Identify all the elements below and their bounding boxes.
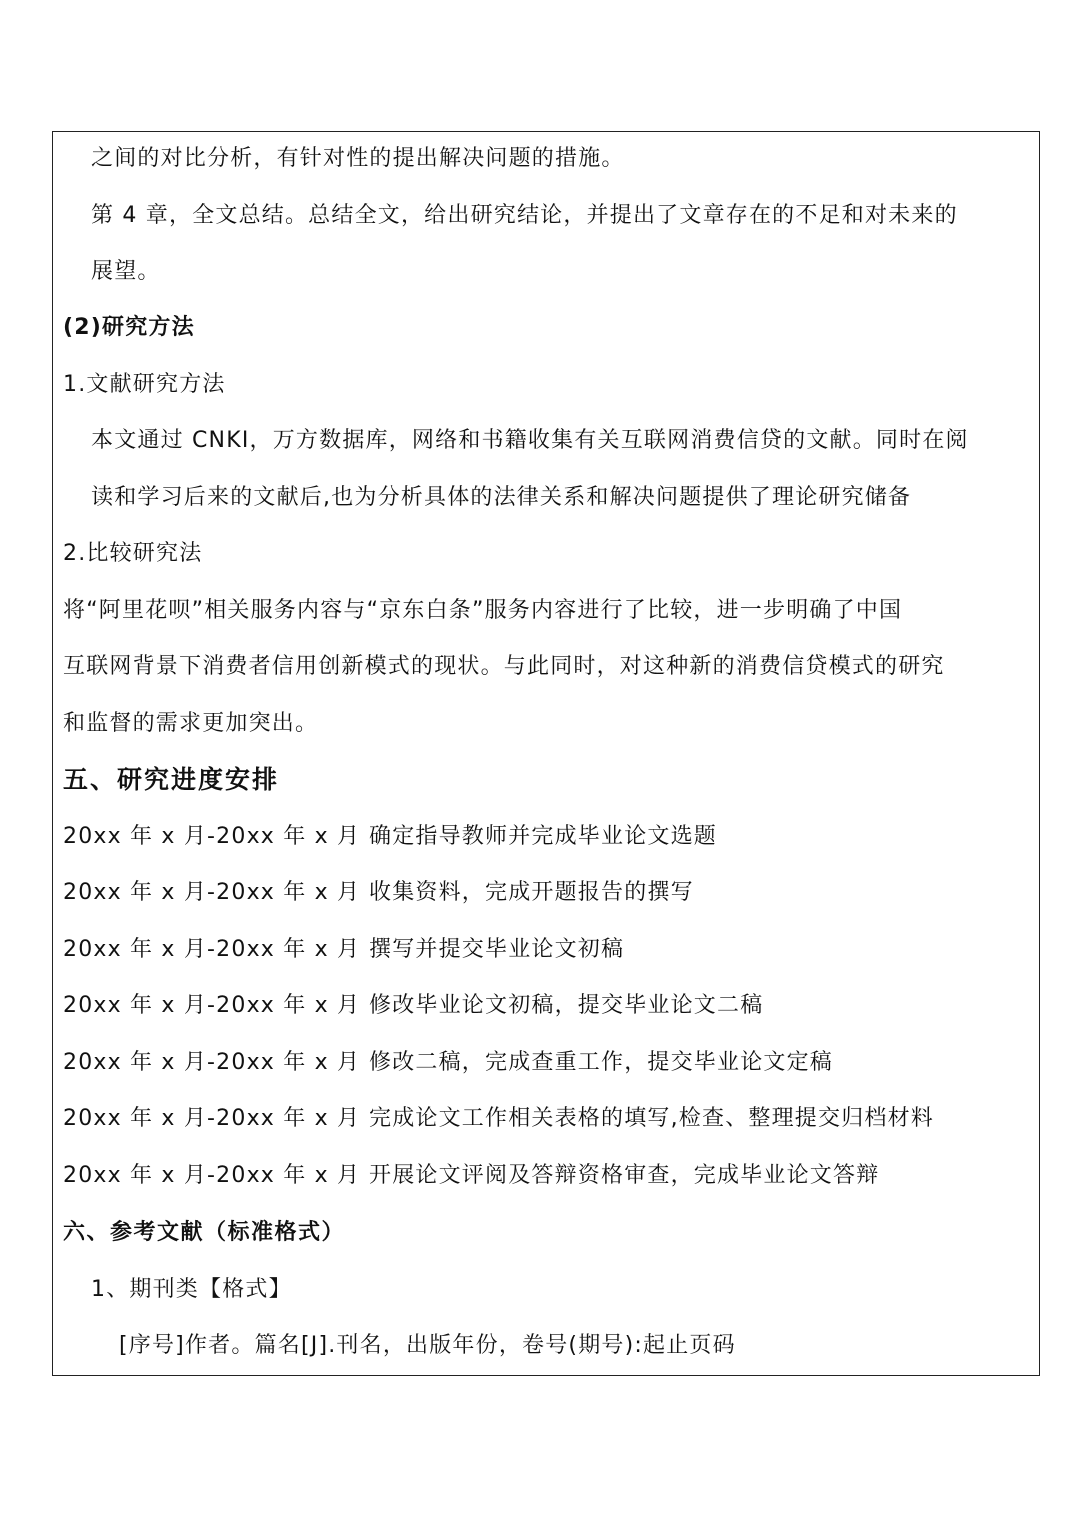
- schedule-row: [63, 878, 694, 908]
- reference-format: [序号]作者。篇名[J].刊名，出版年份，卷号(期号):起止页码: [119, 1333, 736, 1358]
- paragraph-line: 第 4 章，全文总结。总结全文，给出研究结论，并提出了文章存在的不足和对未来的: [91, 203, 958, 228]
- schedule-task: 撰写并提交毕业论文初稿: [369, 937, 625, 962]
- paragraph-line: 本文通过 CNKI，万方数据库，网络和书籍收集有关互联网消费信贷的文献。同时在阅: [91, 428, 969, 453]
- method-title: 1.文献研究方法: [63, 372, 226, 397]
- methods-heading: (2)研究方法: [63, 315, 195, 340]
- schedule-date: 20xx 年 x 月-20xx 年 x 月: [63, 993, 361, 1018]
- schedule-heading: 五、研究进度安排: [63, 765, 280, 794]
- schedule-task: 开展论文评阅及答辩资格审查，完成毕业论文答辩: [369, 1163, 880, 1188]
- schedule-date: 20xx 年 x 月-20xx 年 x 月: [63, 880, 361, 905]
- schedule-task: 完成论文工作相关表格的填写,检查、整理提交归档材料: [369, 1106, 934, 1131]
- schedule-date: 20xx 年 x 月-20xx 年 x 月: [63, 1106, 361, 1131]
- schedule-row: [63, 822, 717, 852]
- method-title: 2.比较研究法: [63, 541, 203, 566]
- paragraph-line: 和监督的需求更加突出。: [63, 711, 319, 736]
- schedule-date: 20xx 年 x 月-20xx 年 x 月: [63, 1163, 361, 1188]
- paragraph-line: 之间的对比分析，有针对性的提出解决问题的措施。: [91, 146, 625, 171]
- schedule-row: [63, 991, 763, 1021]
- schedule-date: 20xx 年 x 月-20xx 年 x 月: [63, 824, 361, 849]
- references-heading: 六、参考文献（标准格式）: [63, 1220, 346, 1245]
- schedule-row: [63, 935, 624, 965]
- paragraph-line: 互联网背景下消费者信用创新模式的现状。与此同时，对这种新的消费信贷模式的研究: [63, 654, 945, 679]
- paragraph-line: 将“阿里花呗”相关服务内容与“京东白条”服务内容进行了比较，进一步明确了中国: [63, 598, 903, 623]
- schedule-task: 确定指导教师并完成毕业论文选题: [369, 824, 718, 849]
- schedule-task: 修改毕业论文初稿，提交毕业论文二稿: [369, 993, 764, 1018]
- schedule-row: [63, 1161, 879, 1191]
- schedule-row: [63, 1104, 934, 1134]
- schedule-task: 修改二稿，完成查重工作，提交毕业论文定稿: [369, 1050, 834, 1075]
- schedule-date: 20xx 年 x 月-20xx 年 x 月: [63, 1050, 361, 1075]
- reference-category: 1、期刊类【格式】: [91, 1277, 292, 1302]
- paragraph-line: 展望。: [91, 259, 161, 284]
- schedule-task: 收集资料，完成开题报告的撰写: [369, 880, 694, 905]
- schedule-date: 20xx 年 x 月-20xx 年 x 月: [63, 937, 361, 962]
- content-frame: [52, 131, 1040, 1376]
- paragraph-line: 读和学习后来的文献后,也为分析具体的法律关系和解决问题提供了理论研究储备: [91, 485, 912, 510]
- schedule-row: [63, 1048, 833, 1078]
